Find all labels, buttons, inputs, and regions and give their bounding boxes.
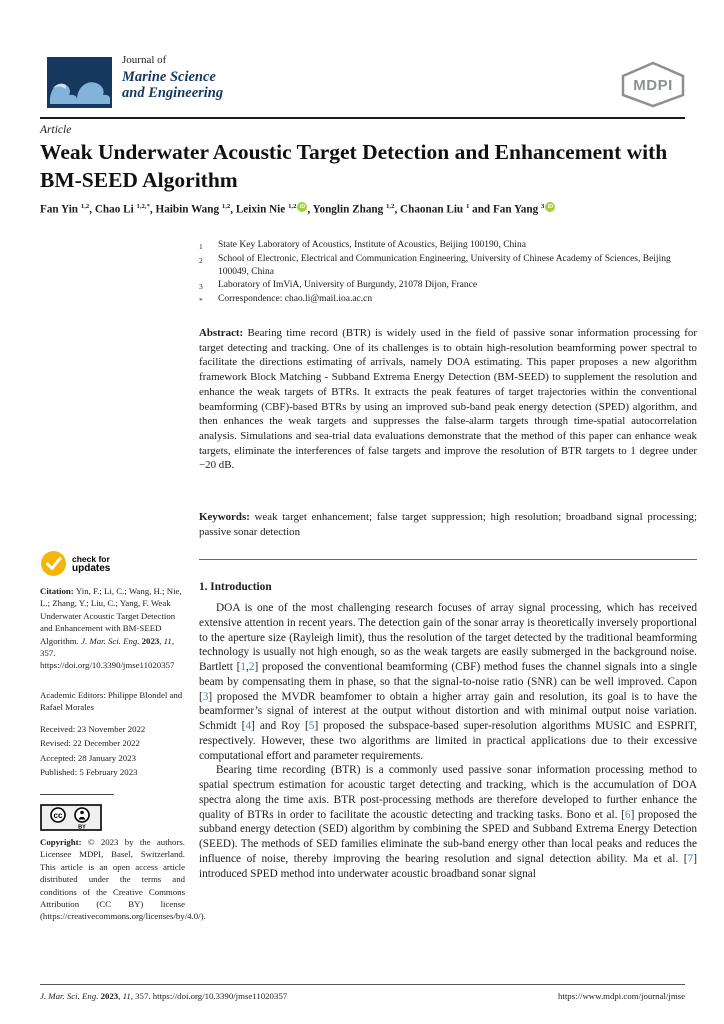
text-segment: , 357. https://doi.org/10.3390/jmse11020357 bbox=[40, 635, 175, 671]
text-segment: weak target enhancement; false target suppression; high resolution; broadband signal processing; passive sonar detection bbox=[199, 511, 697, 538]
check-for-updates-badge[interactable] bbox=[40, 550, 110, 577]
text-segment: Fan Yin bbox=[40, 203, 81, 216]
citation-ref[interactable]: 6 bbox=[624, 808, 631, 821]
section-heading-introduction: 1. Introduction bbox=[199, 581, 272, 593]
affiliation-marker: 2 bbox=[199, 256, 203, 265]
revised-date: Revised: 22 December 2022 bbox=[40, 738, 140, 749]
affiliation-marker: 1 bbox=[199, 242, 203, 251]
text-segment: 11 bbox=[163, 635, 172, 646]
journal-logo bbox=[47, 57, 112, 108]
text-segment: ] and Roy [ bbox=[251, 720, 309, 732]
intro-paragraph-1 bbox=[199, 601, 697, 763]
check-badge-line1: check for bbox=[72, 553, 110, 564]
authors-line bbox=[40, 199, 690, 218]
text-segment: ] proposed the MVDR beamfomer to obtain a higher array gain and resolution, its goal is to have the beamformer’s signal of interest at the output without distortion and with minimal output noise variation. Schmidt [ bbox=[199, 690, 697, 732]
text-segment: Abstract: bbox=[199, 327, 248, 339]
article-type-label: Article bbox=[40, 124, 72, 136]
affiliation-text: State Key Laboratory of Acoustics, Institute of Acoustics, Beijing 100190, China bbox=[218, 240, 526, 250]
text-segment: , bbox=[118, 991, 123, 1001]
text-segment: and Fan Yang bbox=[469, 203, 542, 216]
affiliation-marker: * bbox=[199, 296, 203, 305]
svg-text:BY: BY bbox=[78, 824, 86, 831]
affiliations bbox=[199, 239, 699, 307]
footer-divider bbox=[40, 984, 685, 985]
text-segment: , Chaonan Liu bbox=[394, 203, 466, 216]
journal-prefix: Journal of bbox=[122, 54, 167, 66]
text-segment: , Yonglin Zhang bbox=[307, 203, 387, 216]
text-segment: , bbox=[246, 661, 249, 673]
text-segment: 2023 bbox=[100, 991, 119, 1001]
wave-icon bbox=[47, 57, 112, 108]
text-segment: Keywords: bbox=[199, 511, 255, 523]
text-segment: , 357. https://doi.org/10.3390/jmse11020357 bbox=[130, 991, 288, 1001]
text-segment: 1,2 bbox=[80, 203, 90, 210]
published-date: Published: 5 February 2023 bbox=[40, 767, 138, 778]
journal-name-line1: Marine Science bbox=[122, 69, 216, 85]
cc-by-badge[interactable] bbox=[40, 804, 102, 836]
text-segment: Bearing time recording (BTR) is a commonly used passive sonar information processing method to spatial spectrum estimation for acoustic target detecting and tracking, which is the accumulation of DOA spectra along the time axis. BTR post-processing methods are therefore developed to further enhance the quality of BTRs in order to facilitate the acoustic detecting and tracking tasks. Bono et al. [ bbox=[199, 764, 697, 821]
footer-citation[interactable] bbox=[40, 991, 287, 1001]
text-segment: ] proposed the conventional beamforming (CBF) method fuses the channel signals into a single beam by compensating them in phase, so that the signal-to-noise ratio (SNR) can be well improved. Capon [ bbox=[199, 661, 697, 703]
citation-ref[interactable]: 7 bbox=[687, 852, 694, 865]
sidebar-divider bbox=[40, 794, 114, 795]
journal-name-line2: and Engineering bbox=[122, 85, 224, 101]
dates-block bbox=[40, 722, 185, 780]
check-badge-line2: updates bbox=[72, 562, 111, 574]
affiliation-text: Laboratory of ImViA, University of Burgundy, 21078 Dijon, France bbox=[218, 280, 478, 290]
accepted-date: Accepted: 28 January 2023 bbox=[40, 752, 137, 763]
text-segment: , bbox=[159, 635, 164, 646]
text-segment: Copyright: bbox=[40, 837, 88, 847]
text-segment: 2023 bbox=[141, 635, 160, 646]
citation-ref[interactable]: 4 bbox=[245, 720, 252, 732]
text-segment: Bearing time record (BTR) is widely used in the field of passive sonar information processing for target detecting and tracking. One of its challenges is to obtain high-resolution beamforming power spectral to facilitate the directions estimating of arrivals, namely DOA estimating. This paper proposes a new algorithm framework Block Matching - Subband Extrema Energy Detection (BM-SEED) to supplement the resolution and enhance the weak targets of BTRs. It extracts the peak features of target trajectories within the conventional beamforming (CBF)-based BTRs by using an improved sub-band peak energy detection (SPED) algorithm, and then enhances the weak targets and suppresses the false-alarm targets through time-spatial autocorrelation analysis. Simulations and sea-trial data evaluations demonstrate that the method of this paper can enhance weak targets, eliminate the interferences of false targets and improve the resolution of BTR targets to 1 degree under −20 dB. bbox=[199, 327, 697, 472]
check-badge-label bbox=[72, 554, 110, 574]
abstract bbox=[199, 326, 697, 473]
text-segment: 1,2 bbox=[386, 203, 395, 210]
text-segment: 11 bbox=[122, 991, 131, 1001]
affiliation-row bbox=[199, 279, 699, 293]
mdpi-logo bbox=[621, 61, 685, 113]
affiliation-row bbox=[199, 239, 699, 253]
affiliation-text: School of Electronic, Electrical and Communication Engineering, University of Chinese Academy of Sciences, Beijing 100049, China bbox=[218, 254, 671, 277]
citation-ref[interactable]: 5 bbox=[308, 720, 315, 732]
orcid-icon[interactable]: iD bbox=[545, 202, 555, 212]
citation-block bbox=[40, 585, 185, 672]
journal-title-block bbox=[122, 55, 223, 101]
text-segment: ] introduced SPED method into underwater acoustic broadband sonar signal bbox=[199, 852, 697, 880]
text-segment: , Chao Li bbox=[89, 203, 137, 216]
header-divider bbox=[40, 117, 685, 119]
text-segment: , Leixin Nie bbox=[230, 203, 289, 216]
citation-ref[interactable]: 2 bbox=[248, 661, 255, 673]
svg-text:MDPI: MDPI bbox=[633, 77, 673, 94]
text-segment: ] proposed the subband energy detection (SED) algorithm by combining the SPED and Subband Extrema Energy Detection (SEED). The methods of SED families eliminate the sub-band energy other than local peaks and reduces the influence of noise, thereby improving the bearing resolution and signal detection ability. Ma et al. [ bbox=[199, 808, 697, 865]
text-segment: 1 bbox=[465, 203, 470, 210]
academic-editors: Academic Editors: Philippe Blondel and Rafael Morales bbox=[40, 690, 183, 713]
text-segment: J. Mar. Sci. Eng. bbox=[81, 635, 142, 646]
copyright-block bbox=[40, 836, 206, 923]
introduction-body bbox=[199, 601, 697, 881]
received-date: Received: 23 November 2022 bbox=[40, 724, 146, 734]
keywords bbox=[199, 510, 697, 539]
text-segment: 3 bbox=[541, 203, 545, 210]
affiliation-marker: 3 bbox=[199, 282, 203, 291]
text-segment: DOA is one of the most challenging research focuses of array signal processing, which has received extensive attention in recent years. The detection gain of the sonar array is theoretically inversely proportional to the aperture size (Rayleigh limit), thus the resolution of the target detected by the traditional beamforming technology is usually not high enough, so as the weak targets are easily submerged in the background noise. Bartlett [ bbox=[199, 602, 697, 673]
text-segment: Citation: bbox=[40, 586, 76, 596]
abstract-body-divider bbox=[199, 559, 697, 560]
text-segment: Yin, F.; Li, C.; Wang, H.; Nie, L.; Zhang, Y.; Liu, C.; Yang, F. Weak Underwater Acoustic Target Detection and Enhancement with BM-SEED Algorithm. bbox=[40, 586, 182, 646]
footer-journal-url[interactable]: https://www.mdpi.com/journal/jmse bbox=[558, 991, 685, 1001]
affiliation-row bbox=[199, 253, 699, 279]
check-icon bbox=[40, 550, 67, 577]
text-segment: , Haibin Wang bbox=[149, 203, 222, 216]
correspondence-email[interactable]: Correspondence: chao.li@mail.ioa.ac.cn bbox=[218, 294, 373, 304]
text-segment: 1,2 bbox=[221, 203, 231, 210]
text-segment: J. Mar. Sci. Eng. bbox=[40, 991, 101, 1001]
text-segment: ] proposed the subspace-based super-resolution algorithms MUSIC and ESPRIT, respectively. However, these two algorithms are limited in practical applications due to their excessive computational effort and parameter requirements. bbox=[199, 720, 698, 762]
intro-paragraph-2 bbox=[199, 763, 697, 881]
citation-ref[interactable]: 1 bbox=[240, 661, 247, 673]
paper-title: Weak Underwater Acoustic Target Detection and Enhancement with BM-SEED Algorithm bbox=[40, 140, 668, 192]
text-segment: © 2023 by the authors. Licensee MDPI, Basel, Switzerland. This article is an open access article distributed under the terms and conditions of the Creative Commons Attribution (CC BY) license (https://creativecommons.org/licenses/by/4.0/). bbox=[40, 837, 206, 922]
text-segment: 1,2 bbox=[288, 203, 297, 210]
svg-text:cc: cc bbox=[53, 811, 63, 820]
text-segment: 1,2,* bbox=[136, 203, 150, 210]
affiliation-row-correspondence bbox=[199, 293, 699, 307]
mdpi-hexagon-icon bbox=[621, 61, 685, 108]
citation-ref[interactable]: 3 bbox=[202, 690, 209, 703]
orcid-icon[interactable]: iD bbox=[297, 202, 307, 212]
creative-commons-icon bbox=[40, 804, 102, 831]
